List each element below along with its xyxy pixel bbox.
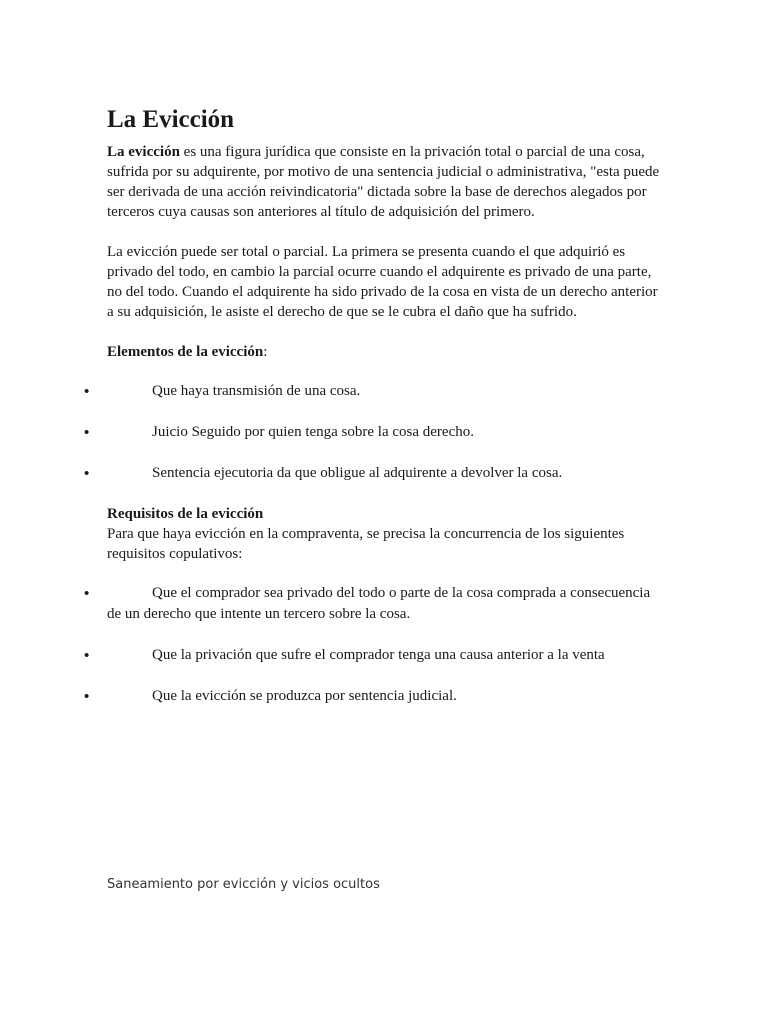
requisitos-heading [107, 504, 667, 524]
list-item-text: Que haya transmisión de una cosa. [152, 383, 361, 399]
elementos-heading-colon: : [263, 344, 268, 360]
page-title: La Evicción [107, 106, 235, 133]
list-item [84, 463, 667, 484]
list-item-text: Juicio Seguido por quien tenga sobre la cosa derecho. [152, 424, 474, 440]
requisitos-list [84, 583, 667, 707]
bullet-icon: • [84, 383, 90, 400]
list-item [84, 686, 667, 707]
list-item [84, 381, 667, 402]
bullet-icon: • [84, 465, 90, 482]
bullet-icon: • [84, 688, 90, 705]
bullet-icon: • [84, 424, 90, 441]
list-item-text: Que la privación que sufre el comprador tenga una causa anterior a la venta [152, 647, 605, 663]
document-page [84, 104, 667, 707]
related-document-link[interactable]: Saneamiento por evicción y vicios ocultos [107, 877, 380, 892]
list-item-text: Que el comprador sea privado del todo o parte de la cosa comprada a consecuencia de un derecho que intente un tercero sobre la cosa. [107, 585, 651, 622]
list-item [84, 645, 667, 666]
intro-paragraph [107, 142, 667, 222]
elementos-list [84, 381, 667, 484]
elementos-heading-text: Elementos de la evicción [107, 344, 264, 360]
requisitos-intro: Para que haya evicción en la compraventa, se precisa la concurrencia de los siguientes requisitos copulativos: [107, 526, 625, 562]
evicción-types-paragraph: La evicción puede ser total o parcial. La primera se presenta cuando el que adquirió es privado del todo, en cambio la parcial ocurre cuando el adquirente es privado de una parte, no del todo. Cuando el adquirente ha sido privado de la cosa en vista de un derecho anterior a su adquisición, le asiste el derecho de que se le cubra el daño que ha sufrido. [107, 244, 658, 320]
list-item-text: Sentencia ejecutoria da que obligue al adquirente a devolver la cosa. [152, 465, 563, 481]
intro-text: es una figura jurídica que consiste en la privación total o parcial de una cosa, sufrida por su adquirente, por motivo de una sentencia judicial o administrativa, "esta puede ser derivada de una acción reivindicatoria" dictada sobre la base de derechos alegados por terceros cuya causas son anteriores al título de adquisición del primero. [107, 144, 660, 220]
list-item [84, 583, 667, 625]
list-item [84, 422, 667, 443]
bullet-icon: • [84, 647, 90, 664]
bullet-icon: • [84, 585, 90, 602]
intro-bold-lead: La evicción [107, 144, 180, 160]
list-item-text: Que la evicción se produzca por sentencia judicial. [152, 688, 457, 704]
elementos-heading [107, 342, 667, 362]
requisitos-heading-text: Requisitos de la evicción [107, 506, 264, 522]
